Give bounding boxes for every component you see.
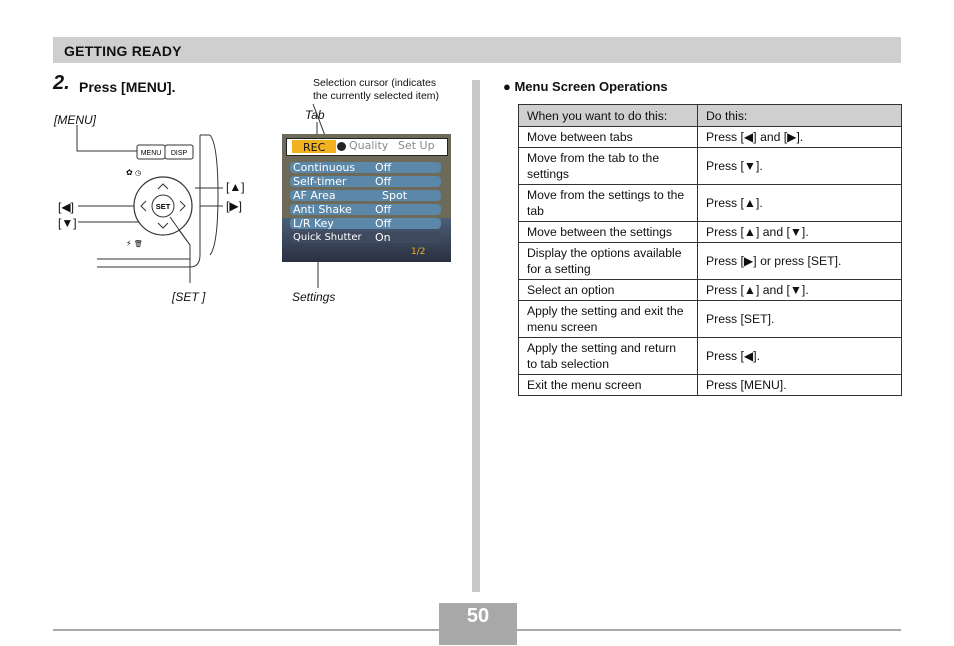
table-row: [519, 338, 902, 375]
svg-text:MENU: MENU: [140, 150, 162, 157]
operations-title: ● Menu Screen Operations: [503, 79, 668, 94]
table-cell: Press [▼].: [698, 148, 902, 185]
table-cell: Press [▶] or press [SET].: [698, 243, 902, 280]
table-row: [519, 375, 902, 396]
svg-text:◷: ◷: [135, 169, 142, 177]
tab-arrow-icon: [337, 142, 346, 151]
operations-title-text: Menu Screen Operations: [514, 79, 668, 94]
table-row: [519, 243, 902, 280]
svg-text:✿: ✿: [126, 168, 133, 177]
set-label: [SET ]: [172, 290, 206, 304]
table-row: [519, 280, 902, 301]
table-row: [519, 301, 902, 338]
setting-name: L/R Key: [293, 217, 334, 230]
menu-label: [MENU]: [54, 113, 96, 127]
tab-quality: Quality: [349, 139, 389, 152]
table-cell: Press [MENU].: [698, 375, 902, 396]
settings-caption: Settings: [292, 290, 336, 304]
step-instruction: Press [MENU].: [79, 79, 176, 95]
setting-value: Off: [375, 217, 392, 230]
setting-name: Quick Shutter: [293, 232, 362, 243]
table-cell: Press [◀] and [▶].: [698, 127, 902, 148]
setting-name: AF Area: [293, 189, 336, 202]
table-cell: Press [SET].: [698, 301, 902, 338]
column-divider: [472, 80, 480, 592]
cursor-caption-line1: Selection cursor (indicates: [313, 77, 437, 89]
table-cell: Press [▲] and [▼].: [698, 222, 902, 243]
table-cell: Press [▲] and [▼].: [698, 280, 902, 301]
lcd-menu-screen: [282, 134, 451, 262]
table-cell: Move between the settings: [519, 222, 698, 243]
svg-text:🗑: 🗑: [134, 240, 143, 248]
table-cell: Move from the settings to the tab: [519, 185, 698, 222]
page-number: 50: [466, 605, 490, 627]
cursor-caption-line2: the currently selected item): [313, 90, 440, 102]
tab-rec: REC: [303, 141, 326, 154]
svg-text:DISP: DISP: [170, 150, 188, 157]
camera-back-illustration: [40, 105, 280, 305]
setting-value: Off: [375, 175, 392, 188]
table-row: [519, 185, 902, 222]
table-header-row: [519, 105, 902, 127]
down-arrow-label: [▼]: [58, 216, 77, 230]
operations-table: [518, 104, 902, 396]
svg-text:SET: SET: [155, 202, 171, 211]
table-cell: Press [▲].: [698, 185, 902, 222]
setting-value: Off: [375, 203, 392, 216]
table-cell: Apply the setting and return to tab selection: [519, 338, 698, 375]
section-header-title: GETTING READY: [64, 43, 182, 59]
table-cell: Display the options available for a setting: [519, 243, 698, 280]
table-cell: Select an option: [519, 280, 698, 301]
tab-caption: Tab: [305, 108, 325, 122]
page-indicator: 1/2: [411, 247, 426, 257]
tab-setup: Set Up: [398, 139, 435, 152]
setting-name: Anti Shake: [293, 203, 352, 216]
svg-text:⚡: ⚡: [126, 239, 132, 248]
table-header: Do this:: [698, 105, 902, 127]
table-cell: Move between tabs: [519, 127, 698, 148]
table-cell: Move from the tab to the settings: [519, 148, 698, 185]
setting-value: Spot: [382, 189, 408, 202]
right-arrow-label: [▶]: [226, 199, 242, 213]
setting-value: Off: [375, 161, 392, 174]
setting-name: Self-timer: [293, 175, 347, 188]
setting-name: Continuous: [293, 161, 356, 174]
table-header: When you want to do this:: [519, 105, 698, 127]
table-cell: Apply the setting and exit the menu screen: [519, 301, 698, 338]
left-arrow-label: [◀]: [58, 200, 74, 214]
table-row: [519, 148, 902, 185]
table-cell: Press [◀].: [698, 338, 902, 375]
up-arrow-label: [▲]: [226, 180, 245, 194]
table-row: [519, 222, 902, 243]
table-cell: Exit the menu screen: [519, 375, 698, 396]
setting-value: On: [375, 231, 391, 244]
step-number: 2.: [53, 72, 70, 94]
table-row: [519, 127, 902, 148]
